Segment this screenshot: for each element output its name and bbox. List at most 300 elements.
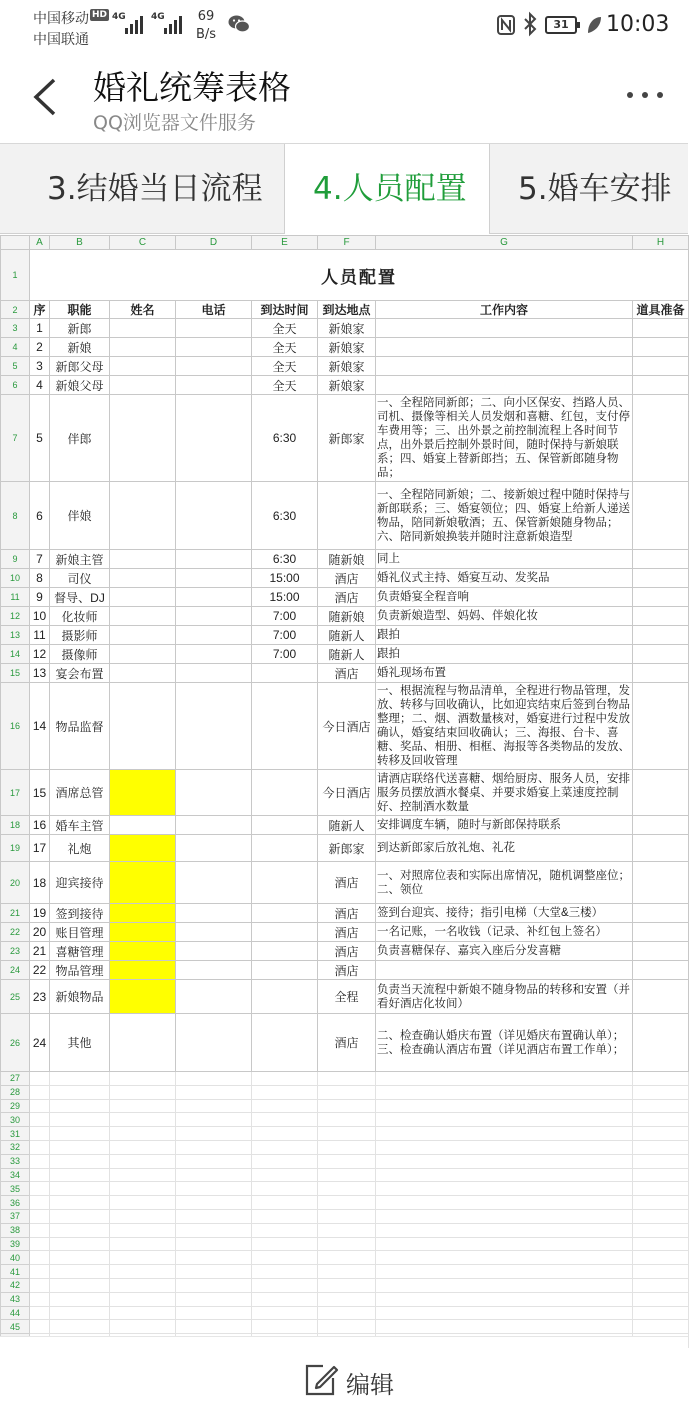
props-cell[interactable] (633, 395, 689, 482)
arrival-time-cell[interactable] (252, 770, 318, 816)
empty-cell[interactable] (110, 1278, 176, 1292)
role-cell[interactable]: 喜糖管理 (50, 942, 110, 961)
arrival-place-cell[interactable]: 今日酒店 (318, 683, 376, 770)
arrival-time-cell[interactable]: 6:30 (252, 550, 318, 569)
row-number[interactable]: 30 (1, 1113, 30, 1127)
empty-cell[interactable] (176, 1237, 252, 1251)
work-content-cell[interactable]: 签到台迎宾、接待；指引电梯（大堂&三楼） (376, 904, 633, 923)
props-cell[interactable] (633, 923, 689, 942)
row-number[interactable]: 16 (1, 683, 30, 770)
column-header[interactable]: G (376, 236, 633, 250)
arrival-place-cell[interactable]: 新郎家 (318, 835, 376, 862)
props-cell[interactable] (633, 683, 689, 770)
empty-cell[interactable] (252, 1072, 318, 1086)
arrival-time-cell[interactable]: 15:00 (252, 588, 318, 607)
empty-cell[interactable] (376, 1237, 633, 1251)
row-number[interactable]: 19 (1, 835, 30, 862)
arrival-place-cell[interactable]: 酒店 (318, 923, 376, 942)
empty-cell[interactable] (376, 1072, 633, 1086)
arrival-time-cell[interactable]: 6:30 (252, 395, 318, 482)
empty-cell[interactable] (252, 1209, 318, 1223)
phone-cell[interactable] (176, 664, 252, 683)
empty-cell[interactable] (176, 1251, 252, 1265)
sheet-title-cell[interactable]: 人员配置 (30, 250, 689, 301)
empty-cell[interactable] (110, 1154, 176, 1168)
empty-cell[interactable] (30, 1223, 50, 1237)
column-header[interactable]: D (176, 236, 252, 250)
empty-cell[interactable] (110, 1237, 176, 1251)
empty-cell[interactable] (252, 1196, 318, 1210)
column-header[interactable]: F (318, 236, 376, 250)
seq-cell[interactable]: 19 (30, 904, 50, 923)
arrival-place-cell[interactable] (318, 482, 376, 550)
empty-cell[interactable] (318, 1265, 376, 1279)
empty-cell[interactable] (252, 1251, 318, 1265)
empty-cell[interactable] (318, 1237, 376, 1251)
empty-cell[interactable] (252, 1140, 318, 1154)
name-cell[interactable] (110, 980, 176, 1014)
seq-cell[interactable]: 13 (30, 664, 50, 683)
empty-cell[interactable] (633, 1209, 689, 1223)
seq-cell[interactable]: 21 (30, 942, 50, 961)
empty-cell[interactable] (50, 1292, 110, 1306)
row-number[interactable]: 27 (1, 1072, 30, 1086)
header-arrival-time[interactable]: 到达时间 (252, 301, 318, 319)
empty-cell[interactable] (110, 1182, 176, 1196)
empty-cell[interactable] (30, 1127, 50, 1141)
spreadsheet-grid[interactable] (0, 235, 689, 1348)
empty-cell[interactable] (30, 1099, 50, 1113)
row-number[interactable]: 43 (1, 1292, 30, 1306)
empty-cell[interactable] (633, 1237, 689, 1251)
header-phone[interactable]: 电话 (176, 301, 252, 319)
row-number[interactable]: 40 (1, 1251, 30, 1265)
empty-cell[interactable] (110, 1265, 176, 1279)
phone-cell[interactable] (176, 357, 252, 376)
role-cell[interactable]: 督导、DJ (50, 588, 110, 607)
name-cell[interactable] (110, 626, 176, 645)
row-number[interactable]: 32 (1, 1140, 30, 1154)
empty-cell[interactable] (176, 1168, 252, 1182)
props-cell[interactable] (633, 569, 689, 588)
empty-cell[interactable] (50, 1320, 110, 1334)
arrival-time-cell[interactable] (252, 980, 318, 1014)
empty-cell[interactable] (376, 1196, 633, 1210)
work-content-cell[interactable]: 二、检查确认婚庆布置（详见婚庆布置确认单）；三、检查确认酒店布置（详见酒店布置工作单）； (376, 1014, 633, 1072)
empty-cell[interactable] (30, 1265, 50, 1279)
phone-cell[interactable] (176, 923, 252, 942)
empty-cell[interactable] (110, 1320, 176, 1334)
row-number[interactable]: 2 (1, 301, 30, 319)
empty-cell[interactable] (252, 1265, 318, 1279)
seq-cell[interactable]: 10 (30, 607, 50, 626)
header-arrival-place[interactable]: 到达地点 (318, 301, 376, 319)
empty-cell[interactable] (176, 1306, 252, 1320)
row-number[interactable]: 20 (1, 862, 30, 904)
arrival-time-cell[interactable]: 全天 (252, 319, 318, 338)
phone-cell[interactable] (176, 980, 252, 1014)
seq-cell[interactable]: 2 (30, 338, 50, 357)
role-cell[interactable]: 新娘父母 (50, 376, 110, 395)
phone-cell[interactable] (176, 395, 252, 482)
work-content-cell[interactable]: 一、全程陪同新娘；二、接新娘过程中随时保持与新郎联系；三、婚宴领位；四、婚宴上给新人递送物品，陪同新娘敬酒；五、保管新娘随身物品；六、陪同新娘换装并随时注意新娘造型 (376, 482, 633, 550)
phone-cell[interactable] (176, 319, 252, 338)
seq-cell[interactable]: 17 (30, 835, 50, 862)
empty-cell[interactable] (110, 1223, 176, 1237)
name-cell[interactable] (110, 664, 176, 683)
props-cell[interactable] (633, 319, 689, 338)
props-cell[interactable] (633, 862, 689, 904)
empty-cell[interactable] (633, 1154, 689, 1168)
empty-cell[interactable] (376, 1292, 633, 1306)
arrival-place-cell[interactable]: 新郎家 (318, 395, 376, 482)
empty-cell[interactable] (252, 1278, 318, 1292)
arrival-time-cell[interactable]: 全天 (252, 357, 318, 376)
role-cell[interactable]: 新郎父母 (50, 357, 110, 376)
empty-cell[interactable] (110, 1292, 176, 1306)
row-number[interactable]: 29 (1, 1099, 30, 1113)
empty-cell[interactable] (318, 1182, 376, 1196)
empty-cell[interactable] (376, 1209, 633, 1223)
role-cell[interactable]: 物品监督 (50, 683, 110, 770)
props-cell[interactable] (633, 835, 689, 862)
seq-cell[interactable]: 18 (30, 862, 50, 904)
props-cell[interactable] (633, 357, 689, 376)
empty-cell[interactable] (376, 1113, 633, 1127)
empty-cell[interactable] (30, 1168, 50, 1182)
name-cell[interactable] (110, 482, 176, 550)
empty-cell[interactable] (30, 1196, 50, 1210)
arrival-place-cell[interactable]: 随新娘 (318, 550, 376, 569)
phone-cell[interactable] (176, 835, 252, 862)
empty-cell[interactable] (318, 1223, 376, 1237)
seq-cell[interactable]: 7 (30, 550, 50, 569)
row-number[interactable]: 17 (1, 770, 30, 816)
arrival-time-cell[interactable]: 7:00 (252, 645, 318, 664)
empty-cell[interactable] (176, 1320, 252, 1334)
empty-cell[interactable] (30, 1140, 50, 1154)
empty-cell[interactable] (633, 1278, 689, 1292)
row-number[interactable]: 15 (1, 664, 30, 683)
arrival-time-cell[interactable]: 6:30 (252, 482, 318, 550)
empty-cell[interactable] (376, 1306, 633, 1320)
empty-cell[interactable] (252, 1306, 318, 1320)
role-cell[interactable]: 化妆师 (50, 607, 110, 626)
row-number[interactable]: 25 (1, 980, 30, 1014)
phone-cell[interactable] (176, 816, 252, 835)
empty-cell[interactable] (376, 1168, 633, 1182)
empty-cell[interactable] (110, 1072, 176, 1086)
header-work-content[interactable]: 工作内容 (376, 301, 633, 319)
work-content-cell[interactable]: 负责喜糖保存、嘉宾入座后分发喜糖 (376, 942, 633, 961)
empty-cell[interactable] (633, 1306, 689, 1320)
seq-cell[interactable]: 14 (30, 683, 50, 770)
empty-cell[interactable] (50, 1196, 110, 1210)
empty-cell[interactable] (176, 1072, 252, 1086)
name-cell[interactable] (110, 862, 176, 904)
role-cell[interactable]: 新娘 (50, 338, 110, 357)
seq-cell[interactable]: 5 (30, 395, 50, 482)
row-number[interactable]: 11 (1, 588, 30, 607)
tab-staff-configuration[interactable]: 4.人员配置 (284, 144, 490, 234)
empty-cell[interactable] (110, 1209, 176, 1223)
seq-cell[interactable]: 20 (30, 923, 50, 942)
arrival-place-cell[interactable]: 随新人 (318, 645, 376, 664)
empty-cell[interactable] (633, 1113, 689, 1127)
empty-cell[interactable] (110, 1099, 176, 1113)
row-number[interactable]: 8 (1, 482, 30, 550)
row-number[interactable]: 12 (1, 607, 30, 626)
row-number[interactable]: 4 (1, 338, 30, 357)
role-cell[interactable]: 伴娘 (50, 482, 110, 550)
arrival-time-cell[interactable]: 全天 (252, 376, 318, 395)
empty-cell[interactable] (318, 1320, 376, 1334)
work-content-cell[interactable]: 婚礼仪式主持、婚宴互动、发奖品 (376, 569, 633, 588)
name-cell[interactable] (110, 569, 176, 588)
row-number[interactable]: 24 (1, 961, 30, 980)
props-cell[interactable] (633, 980, 689, 1014)
empty-cell[interactable] (633, 1182, 689, 1196)
empty-cell[interactable] (252, 1085, 318, 1099)
name-cell[interactable] (110, 816, 176, 835)
back-arrow-icon[interactable] (30, 76, 60, 118)
tab-wedding-car-arrangement[interactable]: 5.婚车安排 (518, 171, 672, 207)
props-cell[interactable] (633, 942, 689, 961)
empty-cell[interactable] (318, 1196, 376, 1210)
seq-cell[interactable]: 6 (30, 482, 50, 550)
name-cell[interactable] (110, 319, 176, 338)
header-role[interactable]: 职能 (50, 301, 110, 319)
arrival-time-cell[interactable] (252, 835, 318, 862)
phone-cell[interactable] (176, 770, 252, 816)
empty-cell[interactable] (252, 1154, 318, 1168)
empty-cell[interactable] (110, 1127, 176, 1141)
empty-cell[interactable] (376, 1085, 633, 1099)
phone-cell[interactable] (176, 683, 252, 770)
row-number[interactable]: 34 (1, 1168, 30, 1182)
empty-cell[interactable] (110, 1085, 176, 1099)
header-name[interactable]: 姓名 (110, 301, 176, 319)
empty-cell[interactable] (633, 1127, 689, 1141)
seq-cell[interactable]: 3 (30, 357, 50, 376)
work-content-cell[interactable]: 负责当天流程中新娘不随身物品的转移和安置（并看好酒店化妆间） (376, 980, 633, 1014)
empty-cell[interactable] (252, 1168, 318, 1182)
row-number[interactable]: 5 (1, 357, 30, 376)
role-cell[interactable]: 伴郎 (50, 395, 110, 482)
empty-cell[interactable] (318, 1306, 376, 1320)
empty-cell[interactable] (318, 1072, 376, 1086)
phone-cell[interactable] (176, 942, 252, 961)
more-options-icon[interactable] (625, 92, 665, 102)
row-number[interactable]: 26 (1, 1014, 30, 1072)
name-cell[interactable] (110, 683, 176, 770)
arrival-time-cell[interactable] (252, 664, 318, 683)
row-number[interactable]: 14 (1, 645, 30, 664)
role-cell[interactable]: 酒席总管 (50, 770, 110, 816)
phone-cell[interactable] (176, 482, 252, 550)
arrival-time-cell[interactable] (252, 683, 318, 770)
empty-cell[interactable] (50, 1127, 110, 1141)
row-number[interactable]: 35 (1, 1182, 30, 1196)
work-content-cell[interactable]: 一、全程陪同新郎；二、向小区保安、挡路人员、司机、摄像等相关人员发烟和喜糖、红包，支付停车费用等；三、出外景之前控制流程上各时间节点，出外景后控制外景时间，随时保持与新娘联系；四、婚宴上替新郎挡；五、保管新郎随身物品； (376, 395, 633, 482)
row-number[interactable]: 42 (1, 1278, 30, 1292)
arrival-place-cell[interactable]: 酒店 (318, 588, 376, 607)
empty-cell[interactable] (30, 1278, 50, 1292)
arrival-place-cell[interactable]: 随新人 (318, 816, 376, 835)
role-cell[interactable]: 迎宾接待 (50, 862, 110, 904)
empty-cell[interactable] (318, 1251, 376, 1265)
props-cell[interactable] (633, 770, 689, 816)
name-cell[interactable] (110, 395, 176, 482)
props-cell[interactable] (633, 588, 689, 607)
empty-cell[interactable] (50, 1099, 110, 1113)
work-content-cell[interactable]: 一、根据流程与物品清单，全程进行物品管理，发放、转移与回收确认，比如迎宾结束后签到台物品整理；二、烟、酒数量核对，婚宴进行过程中发放确认，婚宴结束回收确认；三、海报、台卡、喜糖、奖品、相册、相框、海报等各类物品的发放、转移及回收管理 (376, 683, 633, 770)
work-content-cell[interactable]: 婚礼现场布置 (376, 664, 633, 683)
name-cell[interactable] (110, 1014, 176, 1072)
empty-cell[interactable] (376, 1251, 633, 1265)
props-cell[interactable] (633, 904, 689, 923)
row-number[interactable]: 33 (1, 1154, 30, 1168)
seq-cell[interactable]: 1 (30, 319, 50, 338)
empty-cell[interactable] (633, 1196, 689, 1210)
arrival-place-cell[interactable]: 酒店 (318, 664, 376, 683)
empty-cell[interactable] (176, 1209, 252, 1223)
empty-cell[interactable] (50, 1223, 110, 1237)
empty-cell[interactable] (176, 1278, 252, 1292)
row-number[interactable]: 7 (1, 395, 30, 482)
seq-cell[interactable]: 24 (30, 1014, 50, 1072)
work-content-cell[interactable]: 跟拍 (376, 645, 633, 664)
header-seq[interactable]: 序 (30, 301, 50, 319)
empty-cell[interactable] (376, 1320, 633, 1334)
empty-cell[interactable] (633, 1320, 689, 1334)
name-cell[interactable] (110, 770, 176, 816)
empty-cell[interactable] (30, 1306, 50, 1320)
empty-cell[interactable] (50, 1182, 110, 1196)
role-cell[interactable]: 新娘主管 (50, 550, 110, 569)
empty-cell[interactable] (318, 1099, 376, 1113)
props-cell[interactable] (633, 626, 689, 645)
name-cell[interactable] (110, 588, 176, 607)
role-cell[interactable]: 摄影师 (50, 626, 110, 645)
arrival-place-cell[interactable]: 随新娘 (318, 607, 376, 626)
edit-button[interactable] (303, 1361, 403, 1401)
phone-cell[interactable] (176, 588, 252, 607)
empty-cell[interactable] (252, 1127, 318, 1141)
row-number[interactable]: 13 (1, 626, 30, 645)
work-content-cell[interactable]: 负责婚宴全程音响 (376, 588, 633, 607)
empty-cell[interactable] (50, 1085, 110, 1099)
empty-cell[interactable] (318, 1154, 376, 1168)
props-cell[interactable] (633, 550, 689, 569)
props-cell[interactable] (633, 482, 689, 550)
empty-cell[interactable] (176, 1223, 252, 1237)
props-cell[interactable] (633, 645, 689, 664)
empty-cell[interactable] (252, 1223, 318, 1237)
empty-cell[interactable] (50, 1140, 110, 1154)
empty-cell[interactable] (50, 1237, 110, 1251)
row-number[interactable]: 21 (1, 904, 30, 923)
work-content-cell[interactable]: 一名记账，一名收钱（记录、补红包上签名） (376, 923, 633, 942)
empty-cell[interactable] (110, 1306, 176, 1320)
name-cell[interactable] (110, 607, 176, 626)
name-cell[interactable] (110, 923, 176, 942)
seq-cell[interactable]: 12 (30, 645, 50, 664)
empty-cell[interactable] (633, 1072, 689, 1086)
seq-cell[interactable]: 15 (30, 770, 50, 816)
name-cell[interactable] (110, 338, 176, 357)
empty-cell[interactable] (50, 1168, 110, 1182)
role-cell[interactable]: 司仪 (50, 569, 110, 588)
seq-cell[interactable]: 8 (30, 569, 50, 588)
empty-cell[interactable] (318, 1209, 376, 1223)
arrival-time-cell[interactable] (252, 862, 318, 904)
seq-cell[interactable]: 11 (30, 626, 50, 645)
empty-cell[interactable] (318, 1085, 376, 1099)
phone-cell[interactable] (176, 569, 252, 588)
name-cell[interactable] (110, 357, 176, 376)
empty-cell[interactable] (30, 1209, 50, 1223)
props-cell[interactable] (633, 816, 689, 835)
empty-cell[interactable] (252, 1182, 318, 1196)
arrival-time-cell[interactable] (252, 942, 318, 961)
work-content-cell[interactable]: 同上 (376, 550, 633, 569)
work-content-cell[interactable]: 安排调度车辆，随时与新郎保持联系 (376, 816, 633, 835)
arrival-place-cell[interactable]: 酒店 (318, 942, 376, 961)
role-cell[interactable]: 其他 (50, 1014, 110, 1072)
spreadsheet[interactable] (0, 235, 688, 1336)
empty-cell[interactable] (376, 1154, 633, 1168)
role-cell[interactable]: 新娘物品 (50, 980, 110, 1014)
row-number[interactable]: 44 (1, 1306, 30, 1320)
empty-cell[interactable] (30, 1182, 50, 1196)
role-cell[interactable]: 物品管理 (50, 961, 110, 980)
empty-cell[interactable] (30, 1237, 50, 1251)
work-content-cell[interactable] (376, 357, 633, 376)
phone-cell[interactable] (176, 862, 252, 904)
arrival-time-cell[interactable]: 7:00 (252, 626, 318, 645)
empty-cell[interactable] (633, 1085, 689, 1099)
empty-cell[interactable] (376, 1099, 633, 1113)
empty-cell[interactable] (376, 1265, 633, 1279)
row-number[interactable]: 18 (1, 816, 30, 835)
empty-cell[interactable] (633, 1099, 689, 1113)
empty-cell[interactable] (50, 1251, 110, 1265)
arrival-time-cell[interactable] (252, 816, 318, 835)
empty-cell[interactable] (376, 1278, 633, 1292)
empty-cell[interactable] (633, 1223, 689, 1237)
empty-cell[interactable] (30, 1113, 50, 1127)
role-cell[interactable]: 摄像师 (50, 645, 110, 664)
empty-cell[interactable] (318, 1278, 376, 1292)
tab-wedding-day-schedule[interactable]: 3.结婚当日流程 (47, 171, 263, 207)
work-content-cell[interactable] (376, 319, 633, 338)
empty-cell[interactable] (176, 1265, 252, 1279)
empty-cell[interactable] (110, 1196, 176, 1210)
arrival-place-cell[interactable]: 全程 (318, 980, 376, 1014)
empty-cell[interactable] (376, 1182, 633, 1196)
name-cell[interactable] (110, 942, 176, 961)
empty-cell[interactable] (50, 1113, 110, 1127)
arrival-time-cell[interactable]: 15:00 (252, 569, 318, 588)
empty-cell[interactable] (176, 1127, 252, 1141)
empty-cell[interactable] (30, 1085, 50, 1099)
empty-cell[interactable] (318, 1140, 376, 1154)
empty-cell[interactable] (110, 1168, 176, 1182)
empty-cell[interactable] (50, 1265, 110, 1279)
phone-cell[interactable] (176, 645, 252, 664)
work-content-cell[interactable]: 一、对照席位表和实际出席情况，随机调整座位；二、领位 (376, 862, 633, 904)
